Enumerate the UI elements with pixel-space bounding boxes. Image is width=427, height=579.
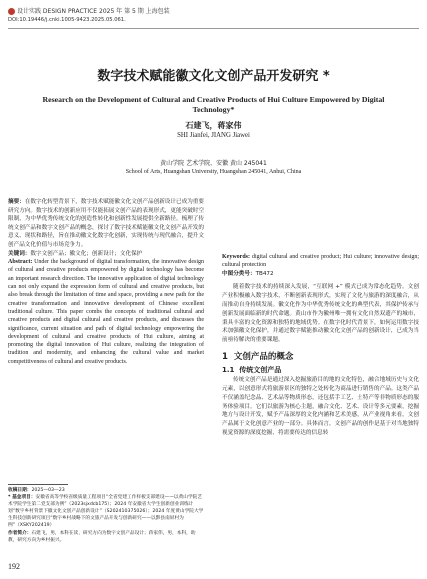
abstract-cn-text: 在数字化转型背景下，数字技术赋能徽文化文创产品创新设计已成为重要研究方向。数字技术的创新应用不仅能拓展文创产品的表现形式，更能突破时空限制，为中华优秀传统文化的创造性转化和创新性发展提供全新路径。梳理了传统文创产品和数字文创产品的概念，探讨了数字技术赋能徽文化文创产品开发的意义、现状和路径，旨在推动徽文化数字化创新，实现传统与现代融合，提升文创产品文化价值与市场竞争力。 [8, 199, 204, 248]
classification-label: 中图分类号： [222, 270, 256, 277]
abstract-en-text: Under the background of digital transformation, the innovative design of cultural and creative products empowered by digital technology has become an important research direction. The innovative application of digital technology can not only expand the expression form of cultural and creative products, but also break through the limitation of time and space, providing a new path for the creative transformation and innovative development of Chinese excellent traditional culture. This paper combs the concepts of traditional cultural and creative products and digital cultural and creative products, and discusses the significance, current situation and path of digital technology empowering the development of cultural and creative products of Hui culture, aiming at promoting the digital innovation of Hui culture, realizing the integration of tradition and modernity, and enhancing the cultural value and market competitiveness of cultural and creative products. [8, 259, 205, 365]
title-chinese: 数字技术赋能徽文化文创产品开发研究 * [97, 69, 330, 84]
received-label: 收稿日期： [8, 488, 32, 493]
received-date: 2025—03—23 [31, 488, 65, 493]
section-heading [222, 353, 419, 361]
right-column [222, 198, 419, 438]
abstract-chinese [8, 198, 204, 250]
keywords-cn-label: 关键词： [8, 250, 31, 257]
keywords-en-label: Keywords: [222, 254, 250, 260]
running-header [8, 6, 419, 28]
left-column [8, 198, 204, 366]
footnote-rule [8, 484, 68, 485]
footnote-fund [8, 494, 204, 529]
footnote-author [8, 530, 204, 544]
journal-logo-icon [8, 8, 15, 15]
doi: DOI:10.19446/j.cnki.1005-9423.2025.05.061. [8, 17, 126, 23]
keywords-chinese [8, 250, 204, 259]
subsection-number: 1.1 [222, 365, 235, 374]
subsection-heading [222, 366, 419, 374]
header-rule [8, 28, 419, 29]
abstract-english [8, 258, 204, 366]
fund-label: * 基金项目： [8, 495, 36, 501]
section-title: 文创产品的概念 [233, 352, 294, 363]
fund-text: 安徽省高等学校省级质量工程项目“全省党建工作样板支部建设——以黄山学院艺术学院学生第二党支部为例”（2023sjxdcb175）；2024 年安徽省大学生创新创业训练计划“数字乡村背景下徽文化文创产品创新设计”（S202410375026）；2024 年度黄山学院大学生科技创新研究项目“数字乡村战略下的文旅产品开发与创新研究——以黟县南屏村为例”（XSKY202419） [8, 495, 204, 529]
authors-english: SHI Jianfei, JIANG Jiawei [177, 132, 250, 139]
section-body-paragraph: 传统文创产品是通过深入挖掘旅游目的地的文化特色，融合地域历史与文化元素，以创意形式将旅游景区的独特之处转化为商品进行销售的产品。这类产品不仅涵盖纪念品、艺术品等物质形态，还包括手工艺、土特产等非物质形态的服务体验项目。它们以旅游为核心主题，融合文化、艺术、设计等多元要素，挖掘地方与设计开发，赋予产品深厚的文化内涵和艺术美感，从产业视角来看，文创产品属于文化创意产业的一部分。具体而言，文创产品的创作是基于对当地独特视觉资源的深度挖掘，将需要传达的信息转 [222, 376, 419, 437]
footnote-received [8, 487, 204, 494]
abstract-en-label: Abstract: [8, 259, 33, 266]
keywords-cn-text: 数字文创产品；徽文化；创新设计；文化保护 [30, 250, 143, 257]
section-number: 1 [222, 352, 228, 363]
page-number: 192 [8, 562, 20, 571]
journal-info [8, 6, 419, 15]
affiliation-english: School of Arts, Huangshan University, Huangshan 245041, Anhui, China [125, 169, 302, 175]
keywords-en-text: digital cultural and creative product; Hui culture; innovative design; cultural protection [222, 254, 419, 269]
footnotes [8, 487, 204, 544]
journal-title: 设计实践 DESIGN PRACTICE 2025 年 第 5 期 上海包装 [17, 8, 170, 15]
author-bio-text: 石建飞，男，本科在读，研究方向为数字文创产品设计；蒋家伟，男，本科，助教，研究方向为乡村振兴。 [8, 530, 196, 543]
introduction-paragraph: 随着数字技术的持续深入发展，“互联网 +” 模式已成为常态化趋势。文创产业积极融入数字技术，不断创新表现形式，实现了文化与旅游的深度融合，从而推动自身持续发展。徽文化作为中华优秀传统文化的典型代表，其保护传承与创新发展面临新的时代命题。黄山市作为徽州唯一拥有文化自然双遗产的城市，秉具丰富的文化资源和独特的地域优势。在数字化时代背景下，如何运用数字技术加强徽文化保护，并通过数字赋能推动徽文化文创产品的创新设计，已成为当前亟待解决的重要课题。 [222, 283, 419, 344]
title-english: Research on the Development of Cultural and Creative Products of Hui Culture Empowered by Digital Technology* [42, 95, 385, 114]
abstract-cn-label: 摘要： [8, 199, 25, 205]
classification [222, 270, 419, 278]
author-bio-label: 作者简介： [8, 530, 32, 536]
authors-chinese: 石建飞，蒋家伟 [185, 121, 242, 130]
affiliation-chinese: 黄山学院 艺术学院，安徽 黄山 245041 [160, 160, 267, 167]
subsection-title: 传统文创产品 [239, 365, 282, 374]
keywords-english [222, 253, 419, 270]
classification-code: TB472 [255, 270, 274, 277]
